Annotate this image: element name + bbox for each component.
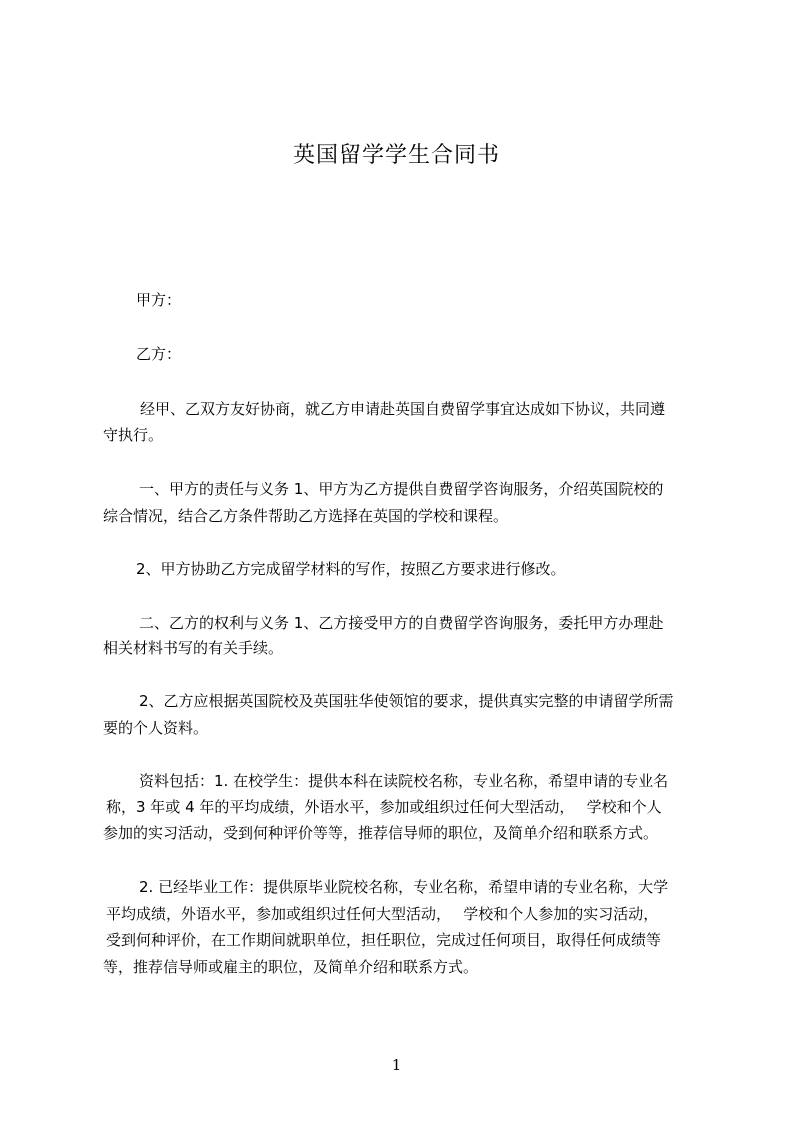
section1-item1-line-2: 综合情况，结合乙方条件帮助乙方选择在英国的学校和课程。 [103, 507, 509, 525]
preamble-line-2: 守执行。 [103, 426, 164, 444]
preamble-line-1: 经甲、乙双方友好协商，就乙方申请赴英国自费留学事宜达成如下协议，共同遵 [140, 400, 666, 418]
materials-graduates-line-1: 2. 已经毕业工作：提供原毕业院校名称，专业名称，希望申请的专业名称，大学 [139, 878, 669, 896]
section2-item1-line-2: 相关材料书写的有关手续。 [103, 639, 284, 657]
materials-graduates-line-2: 平均成绩，外语水平，参加或组织过任何大型活动， 学校和个人参加的实习活动， [106, 905, 659, 923]
materials-students-line-2: 称，3 年或 4 年的平均成绩，外语水平，参加或组织过任何大型活动， 学校和个人 [106, 798, 662, 816]
materials-students-line-3: 参加的实习活动，受到何种评价等等，推荐信导师的职位，及简单介绍和联系方式。 [103, 824, 659, 842]
section2-item1-line-1: 二、乙方的权利与义务 1、乙方接受甲方的自费留学咨询服务，委托甲方办理赴 [139, 614, 664, 632]
section2-item2-line-2: 要的个人资料。 [103, 719, 209, 737]
party-b-label: 乙方： [136, 345, 182, 363]
materials-students-line-1: 资料包括：1. 在校学生：提供本科在读院校名称，专业名称，希望申请的专业名 [139, 772, 669, 790]
section2-item2-line-1: 2、乙方应根据英国院校及英国驻华使领馆的要求，提供真实完整的申请留学所需 [139, 692, 674, 710]
materials-graduates-line-4: 等，推荐信导师或雇主的职位，及简单介绍和联系方式。 [103, 958, 479, 976]
party-a-label: 甲方： [136, 291, 182, 309]
section1-item1-line-1: 一、甲方的责任与义务 1、甲方为乙方提供自费留学咨询服务，介绍英国院校的 [139, 480, 664, 498]
page-number: 1 [391, 1056, 402, 1074]
section1-item2: 2、甲方协助乙方完成留学材料的写作，按照乙方要求进行修改。 [136, 560, 566, 578]
document-title: 英国留学学生合同书 [292, 143, 500, 168]
materials-graduates-line-3: 受到何种评价，在工作期间就职单位，担任职位，完成过任何项目，取得任何成绩等 [106, 931, 662, 949]
